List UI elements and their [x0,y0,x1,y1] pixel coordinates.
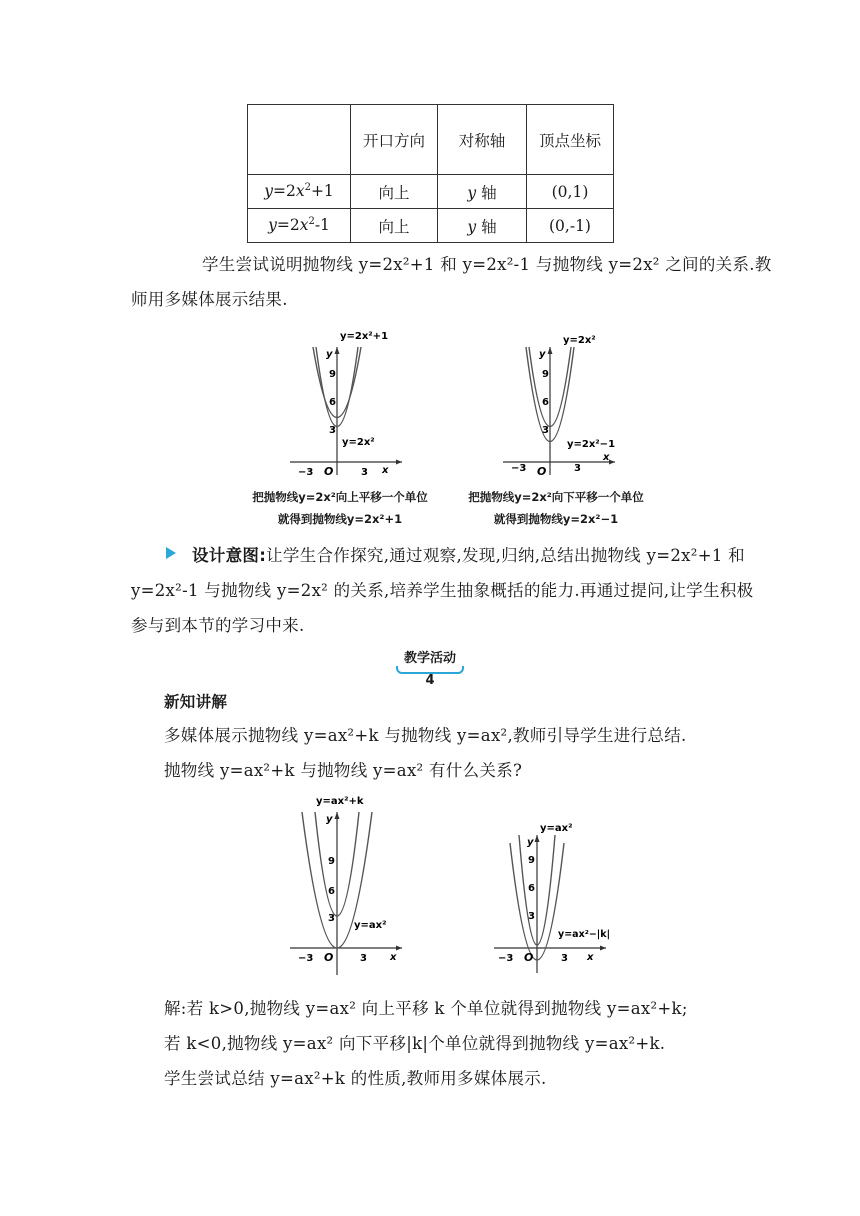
tick-x: −3 [298,467,314,478]
tick-x: 3 [361,467,368,478]
origin-label: O [324,465,334,478]
curve-label-top: y=2x²+1 [340,331,389,342]
table-header-cell: 对称轴 [438,105,527,175]
solution-line: 学生尝试总结 y=ax²+k 的性质,教师用多媒体展示. [164,1069,547,1088]
curve-label-inner: y=2x²−1 [567,439,616,450]
table-header-cell: 顶点坐标 [527,105,614,175]
table-row [248,209,614,243]
paragraph-line: 师用多媒体展示结果. [131,290,288,309]
table-header-cell [248,105,351,175]
graph-general-up [280,790,410,980]
y-axis-label: y [539,349,546,360]
graph-general-down [484,815,614,980]
origin-label: O [524,951,534,964]
play-triangle-icon [165,546,177,560]
activity-badge: 教学活动 4 [398,648,462,670]
tick-x: 3 [574,463,581,474]
tick-y: 9 [528,855,535,866]
paragraph-line: 抛物线 y=ax²+k 与抛物线 y=ax² 有什么关系? [164,761,523,780]
table-row [248,175,614,209]
design-intent-line [192,542,745,566]
table-cell-function: $y=2x^2-1$ [248,209,351,243]
table-cell-axis: y 轴 [438,209,527,243]
table-cell-direction: 向上 [351,175,438,209]
x-axis-arrow-icon [609,460,615,465]
tick-x: 3 [561,953,568,964]
x-axis-arrow-icon [600,946,606,951]
y-axis-label: y [326,349,333,360]
tick-x: 3 [360,953,367,964]
curve-label-inner: y=2x² [342,437,375,448]
graph-shift-down [493,325,623,485]
design-intent-label: 设计意图: [192,546,267,565]
curve-label-inner: y=ax² [354,920,387,931]
table-cell-function: $y=2x^2+1$ [248,175,351,209]
tick-x: −3 [511,463,527,474]
table-header-cell: 开口方向 [351,105,438,175]
paragraph-line: 学生尝试说明抛物线 y=2x²+1 和 y=2x²-1 与抛物线 y=2x² 之间的关系.教 [202,255,772,274]
properties-table [247,104,614,243]
tick-y: 9 [328,856,335,867]
x-axis-label: x [587,952,594,963]
tick-y: 3 [528,911,535,922]
x-axis-label: x [390,952,397,963]
tick-y: 6 [329,397,336,408]
curve-label-inner: y=ax²−|k| [558,929,611,940]
y-axis-arrow-icon [535,835,540,842]
table-cell-direction: 向上 [351,209,438,243]
section-title: 新知讲解 [164,693,228,711]
table-cell-vertex: (0,1) [527,175,614,209]
tick-x: −3 [498,953,514,964]
paragraph-line: 多媒体展示抛物线 y=ax²+k 与抛物线 y=ax²,教师引导学生进行总结. [164,726,687,745]
curve-label-top: y=2x² [563,335,596,346]
figure-caption [235,486,445,530]
caption-line: 就得到抛物线y=2x²−1 [493,512,619,526]
tick-y: 9 [329,369,336,380]
design-intent-text: 让学生合作探究,通过观察,发现,归纳,总结出抛物线 y=2x²+1 和 [266,546,745,565]
solution-line: 解:若 k>0,抛物线 y=ax² 向上平移 k 个单位就得到抛物线 y=ax²+k; [164,999,688,1018]
table-cell-axis: y 轴 [438,175,527,209]
design-intent-line: y=2x²-1 与抛物线 y=2x² 的关系,培养学生抽象概括的能力.再通过提问,让学生积极 [131,581,754,600]
table-header-row [248,105,614,175]
caption-line: 就得到抛物线y=2x²+1 [277,512,403,526]
figure-caption [451,486,661,530]
curve-label-top: y=ax² [540,823,573,834]
tick-y: 3 [542,425,549,436]
table-cell-vertex: (0,-1) [527,209,614,243]
caption-line: 把抛物线y=2x²向下平移一个单位 [468,490,644,504]
tick-y: 6 [542,397,549,408]
tick-y: 6 [528,883,535,894]
y-axis-arrow-icon [335,347,340,354]
graph-shift-up [280,325,410,485]
tick-y: 3 [329,425,336,436]
curve-label-top: y=ax²+k [316,796,364,807]
design-intent-line: 参与到本节的学习中来. [131,616,305,635]
tick-y: 9 [542,369,549,380]
y-axis-label: y [326,814,333,825]
tick-y: 6 [328,886,335,897]
solution-line: 若 k<0,抛物线 y=ax² 向下平移|k|个单位就得到抛物线 y=ax²+k. [164,1034,666,1053]
origin-label: O [537,465,547,478]
x-axis-arrow-icon [396,460,402,465]
y-axis-arrow-icon [548,347,553,354]
y-axis-arrow-icon [335,812,340,819]
x-axis-arrow-icon [396,946,402,951]
origin-label: O [324,951,334,964]
tick-x: −3 [298,953,314,964]
tick-y: 3 [328,913,335,924]
y-axis-label: y [527,837,534,848]
x-axis-label: x [603,452,610,463]
caption-line: 把抛物线y=2x²向上平移一个单位 [252,490,428,504]
x-axis-label: x [382,465,389,476]
